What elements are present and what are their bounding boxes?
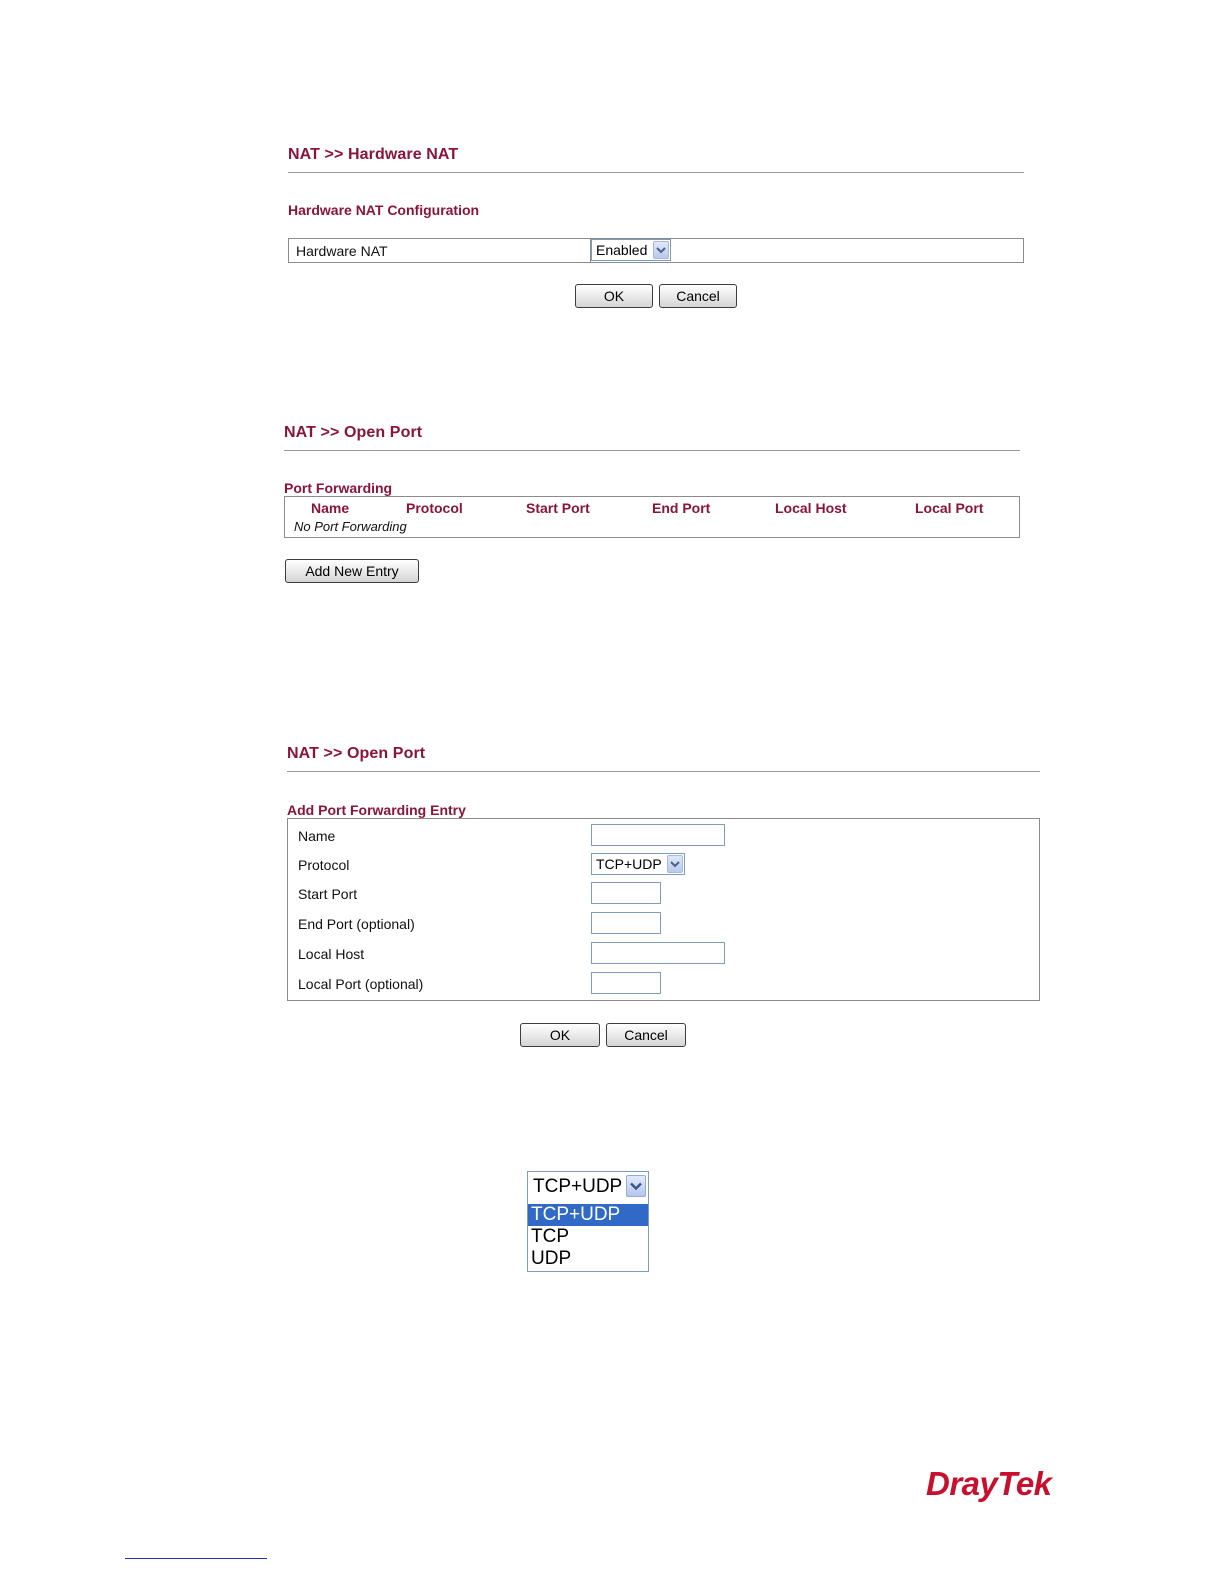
page-title-open-port-add: NAT >> Open Port [287,745,426,762]
add-new-entry-button[interactable]: Add New Entry [285,559,419,583]
protocol-dropdown-current-value: TCP+UDP [533,1175,623,1197]
protocol-label: Protocol [298,857,350,873]
column-header-protocol: Protocol [406,500,463,516]
hardware-nat-select[interactable] [591,239,671,261]
protocol-dropdown-expanded[interactable] [527,1171,649,1272]
section-title-add-entry: Add Port Forwarding Entry [287,802,466,818]
start-port-input[interactable] [591,882,661,904]
hardware-nat-cancel-button[interactable]: Cancel [659,284,737,308]
column-header-name: Name [311,500,350,516]
chevron-down-icon[interactable] [653,241,669,259]
protocol-dropdown-current[interactable] [528,1172,648,1201]
divider [284,450,1020,451]
end-port-label: End Port (optional) [298,916,415,932]
divider [288,172,1024,173]
port-forwarding-table [284,496,1020,538]
add-entry-ok-button[interactable]: OK [520,1023,600,1047]
section-title-port-forwarding: Port Forwarding [284,480,393,496]
column-header-local-host: Local Host [775,500,847,516]
local-host-label: Local Host [298,946,365,962]
column-header-start-port: Start Port [526,500,590,516]
chevron-down-icon[interactable] [667,855,683,873]
hardware-nat-label: Hardware NAT [296,243,388,259]
column-header-end-port: End Port [652,500,711,516]
end-port-input[interactable] [591,912,661,934]
start-port-label: Start Port [298,886,358,902]
local-host-input[interactable] [591,942,725,964]
empty-table-message: No Port Forwarding [294,519,407,534]
local-port-input[interactable] [591,972,661,994]
protocol-option-tcp-udp[interactable]: TCP+UDP [528,1204,648,1226]
protocol-option-udp[interactable]: UDP [531,1248,572,1269]
column-header-local-port: Local Port [915,500,984,516]
protocol-select[interactable] [591,853,685,875]
page-title-hardware-nat: NAT >> Hardware NAT [288,146,459,163]
local-port-label: Local Port (optional) [298,976,424,992]
footer-divider [125,1558,267,1559]
section-title-hardware-nat-config: Hardware NAT Configuration [288,202,480,218]
add-entry-cancel-button[interactable]: Cancel [606,1023,686,1047]
name-input[interactable] [591,824,725,846]
hardware-nat-select-value: Enabled [596,242,648,258]
hardware-nat-ok-button[interactable]: OK [575,284,653,308]
divider [287,771,1040,772]
chevron-down-icon[interactable] [626,1175,646,1197]
name-label: Name [298,828,336,844]
page-title-open-port: NAT >> Open Port [284,424,423,441]
protocol-select-value: TCP+UDP [596,856,662,872]
draytek-logo: DrayTek [926,1465,1052,1502]
protocol-option-tcp[interactable]: TCP [531,1226,569,1247]
